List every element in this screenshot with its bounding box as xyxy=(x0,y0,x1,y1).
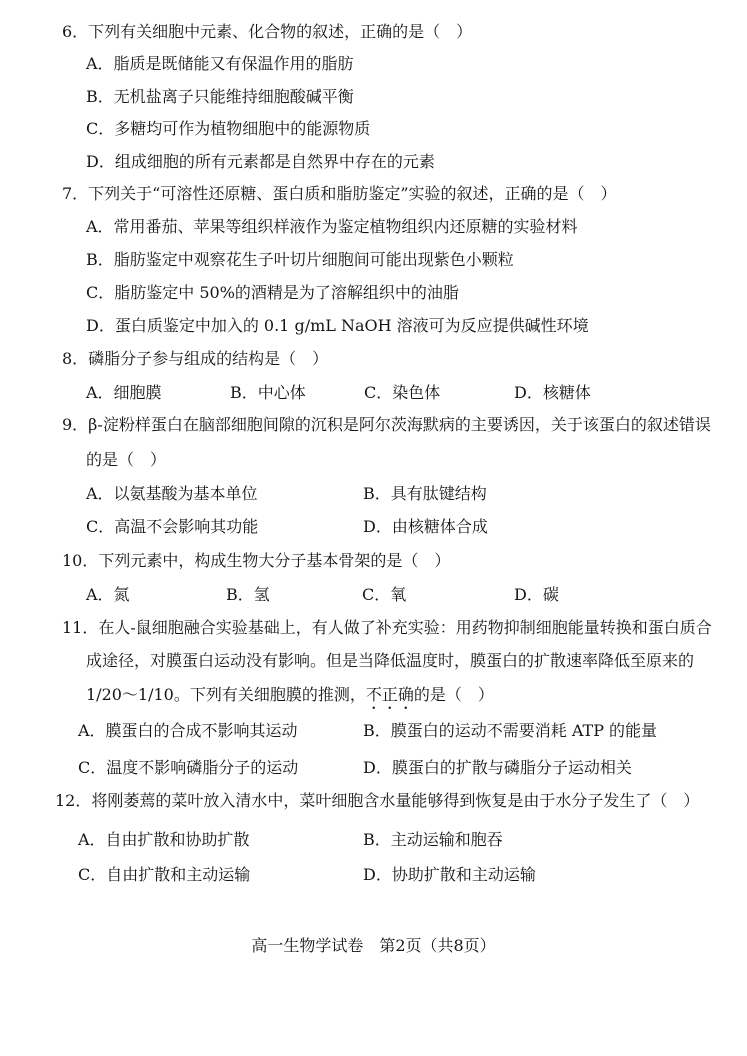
q9-stem-line2: 的是（ ） xyxy=(86,450,167,469)
q6-option-a: A．脂质是既储能又有保温作用的脂肪 xyxy=(86,54,354,73)
q11-option-a: A．膜蛋白的合成不影响其运动 xyxy=(78,721,298,740)
q12-option-d: D．协助扩散和主动运输 xyxy=(363,865,536,884)
q8-option-a: A．细胞膜 xyxy=(86,383,162,402)
q9-option-d: D．由核糖体合成 xyxy=(363,517,488,536)
q11-stem-line3-c: 的是（ ） xyxy=(413,685,494,704)
q6-stem: 6．下列有关细胞中元素、化合物的叙述，正确的是（ ） xyxy=(62,22,473,41)
q10-stem: 10．下列元素中，构成生物大分子基本骨架的是（ ） xyxy=(62,551,451,570)
q6-option-d: D．组成细胞的所有元素都是自然界中存在的元素 xyxy=(86,152,435,171)
q7-option-c: C．脂肪鉴定中 50%的酒精是为了溶解组织中的油脂 xyxy=(86,283,459,302)
q11-option-c: C．温度不影响磷脂分子的运动 xyxy=(78,758,299,777)
q9-option-b: B．具有肽键结构 xyxy=(363,484,487,503)
q12-option-a: A．自由扩散和协助扩散 xyxy=(78,830,250,849)
q12-option-c: C．自由扩散和主动运输 xyxy=(78,865,251,884)
q10-option-b: B．氢 xyxy=(226,585,270,604)
q11-stem-line3-a: 1/20～1/10。下列有关细胞膜的推测， xyxy=(86,685,366,704)
page-footer: 高一生物学试卷 第2页（共8页） xyxy=(251,936,496,955)
q6-option-b: B．无机盐离子只能维持细胞酸碱平衡 xyxy=(86,87,354,106)
q8-option-c: C．染色体 xyxy=(364,383,441,402)
q11-emphasis-not-correct: 不正确 xyxy=(365,685,414,704)
q9-option-c: C．高温不会影响其功能 xyxy=(86,517,259,536)
q12-option-b: B．主动运输和胞吞 xyxy=(363,830,503,849)
q10-option-d: D．碳 xyxy=(514,585,559,604)
q11-option-b: B．膜蛋白的运动不需要消耗 ATP 的能量 xyxy=(363,721,658,740)
q7-option-d: D．蛋白质鉴定中加入的 0.1 g/mL NaOH 溶液可为反应提供碱性环境 xyxy=(86,316,589,335)
q8-stem: 8．磷脂分子参与组成的结构是（ ） xyxy=(62,349,329,368)
q11-stem-line1: 11．在人-鼠细胞融合实验基础上，有人做了补充实验：用药物抑制细胞能量转换和蛋白质合 xyxy=(62,618,712,637)
q10-option-a: A．氮 xyxy=(86,585,130,604)
q11-option-d: D．膜蛋白的扩散与磷脂分子运动相关 xyxy=(363,758,632,777)
q10-option-c: C．氧 xyxy=(362,585,407,604)
q7-stem: 7．下列关于“可溶性还原糖、蛋白质和脂肪鉴定”实验的叙述，正确的是（ ） xyxy=(62,184,617,203)
q7-option-b: B．脂肪鉴定中观察花生子叶切片细胞间可能出现紫色小颗粒 xyxy=(86,250,514,269)
q7-option-a: A．常用番茄、苹果等组织样液作为鉴定植物组织内还原糖的实验材料 xyxy=(86,217,578,236)
q8-option-d: D．核糖体 xyxy=(514,383,591,402)
q8-option-b: B．中心体 xyxy=(230,383,306,402)
q11-stem-line3 xyxy=(86,684,494,713)
q9-option-a: A．以氨基酸为基本单位 xyxy=(86,484,258,503)
q6-option-c: C．多糖均可作为植物细胞中的能源物质 xyxy=(86,119,371,138)
q11-stem-line2: 成途径，对膜蛋白运动没有影响。但是当降低温度时，膜蛋白的扩散速率降低至原来的 xyxy=(86,651,695,670)
q12-stem: 12．将刚萎蔫的菜叶放入清水中，菜叶细胞含水量能够得到恢复是由于水分子发生了（ ） xyxy=(55,791,700,810)
q9-stem-line1: 9．β-淀粉样蛋白在脑部细胞间隙的沉积是阿尔茨海默病的主要诱因，关于该蛋白的叙述错误 xyxy=(62,415,711,434)
